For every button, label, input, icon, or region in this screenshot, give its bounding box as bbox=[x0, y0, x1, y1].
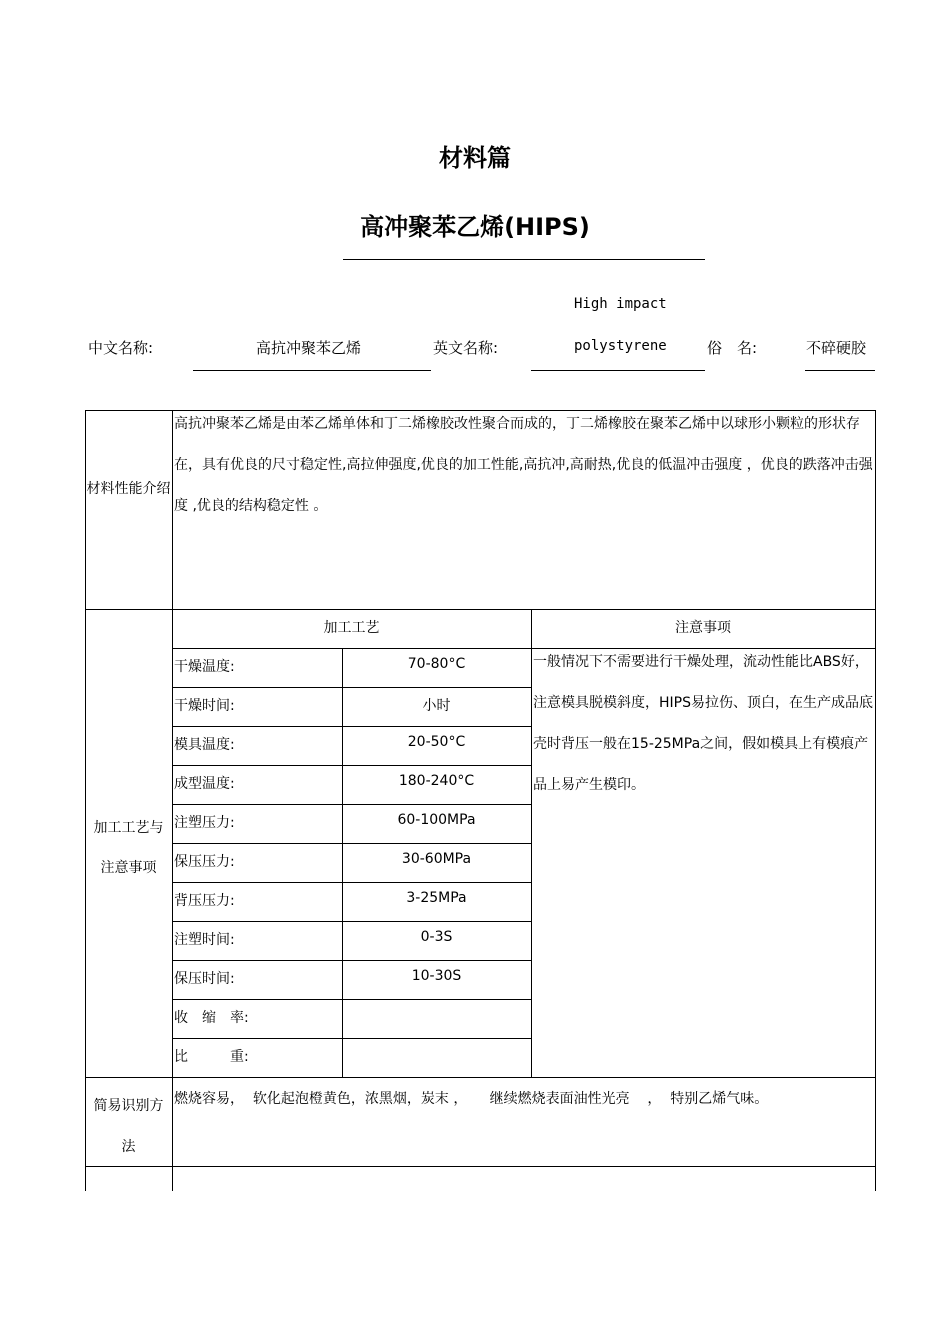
process-row-value: 10-30S bbox=[411, 968, 462, 984]
process-row-label: 注塑时间: bbox=[174, 932, 235, 948]
chinese-name-value: 高抗冲聚苯乙烯 bbox=[256, 339, 362, 357]
intro-text: 高抗冲聚苯乙烯是由苯乙烯单体和丁二烯橡胶改性聚合而成的，丁二烯橡胶在聚苯乙烯中以球形小颗粒的形状存在，具有优良的尺寸稳定性,高拉伸强度,优良的加工性能,高抗冲,高耐热,优良的低温冲击强度 ，优良的跌落冲击强度 ,优良的结构稳定性 。 bbox=[174, 416, 873, 514]
process-row-value: 20-50°C bbox=[407, 734, 466, 750]
process-row-label: 收 缩 率: bbox=[174, 1010, 249, 1026]
identify-label: 简易识别方 法 bbox=[93, 1098, 164, 1155]
process-row-value: 3-25MPa bbox=[406, 890, 467, 906]
title-underline bbox=[343, 259, 705, 260]
material-title: 高冲聚苯乙烯(HIPS) bbox=[360, 213, 590, 241]
intro-label: 材料性能介绍 bbox=[86, 481, 171, 497]
common-name-label: 俗 名: bbox=[707, 339, 758, 357]
english-name-underline bbox=[531, 370, 705, 371]
section-title: 材料篇 bbox=[439, 144, 511, 172]
english-name-value-line2: polystyrene bbox=[574, 338, 667, 354]
process-row-label: 比 重: bbox=[174, 1049, 249, 1065]
process-row-value: 70-80°C bbox=[407, 656, 466, 672]
process-row-label: 干燥时间: bbox=[174, 698, 235, 714]
process-label: 加工工艺与 注意事项 bbox=[93, 820, 164, 876]
english-name-value-line1: High impact bbox=[574, 296, 667, 312]
identify-text: 燃烧容易， 软化起泡橙黄色，浓黑烟，炭末 ， 继续燃烧表面油性光亮 ， 特别乙烯气味。 bbox=[174, 1091, 769, 1107]
process-row-label: 模具温度: bbox=[174, 737, 235, 753]
common-name-underline bbox=[805, 370, 875, 371]
notes-header: 注意事项 bbox=[675, 620, 731, 636]
process-row-value: 180-240°C bbox=[398, 773, 475, 789]
notes-text: 一般情况下不需要进行干燥处理，流动性能比ABS好，注意模具脱模斜度，HIPS易拉伤、顶白，在生产成品底壳时背压一般在15-25MPa之间，假如模具上有模痕产品上易产生模印。 bbox=[533, 654, 873, 793]
process-row-label: 注塑压力: bbox=[174, 815, 235, 831]
process-row-value: 30-60MPa bbox=[401, 851, 472, 867]
process-row-label: 成型温度: bbox=[174, 776, 235, 792]
process-header: 加工工艺 bbox=[323, 620, 380, 636]
chinese-name-underline bbox=[193, 370, 431, 371]
process-row-value: 60-100MPa bbox=[397, 812, 476, 828]
process-row-value: 小时 bbox=[422, 698, 451, 714]
process-row-label: 保压时间: bbox=[174, 971, 235, 987]
process-row-label: 保压压力: bbox=[174, 854, 235, 870]
process-row-label: 背压压力: bbox=[174, 893, 235, 909]
english-name-label: 英文名称: bbox=[433, 339, 499, 357]
process-row-value: 0-3S bbox=[420, 929, 453, 945]
common-name-value: 不碎硬胶 bbox=[806, 339, 867, 357]
chinese-name-label: 中文名称: bbox=[88, 339, 154, 357]
process-row-label: 干燥温度: bbox=[174, 659, 235, 675]
